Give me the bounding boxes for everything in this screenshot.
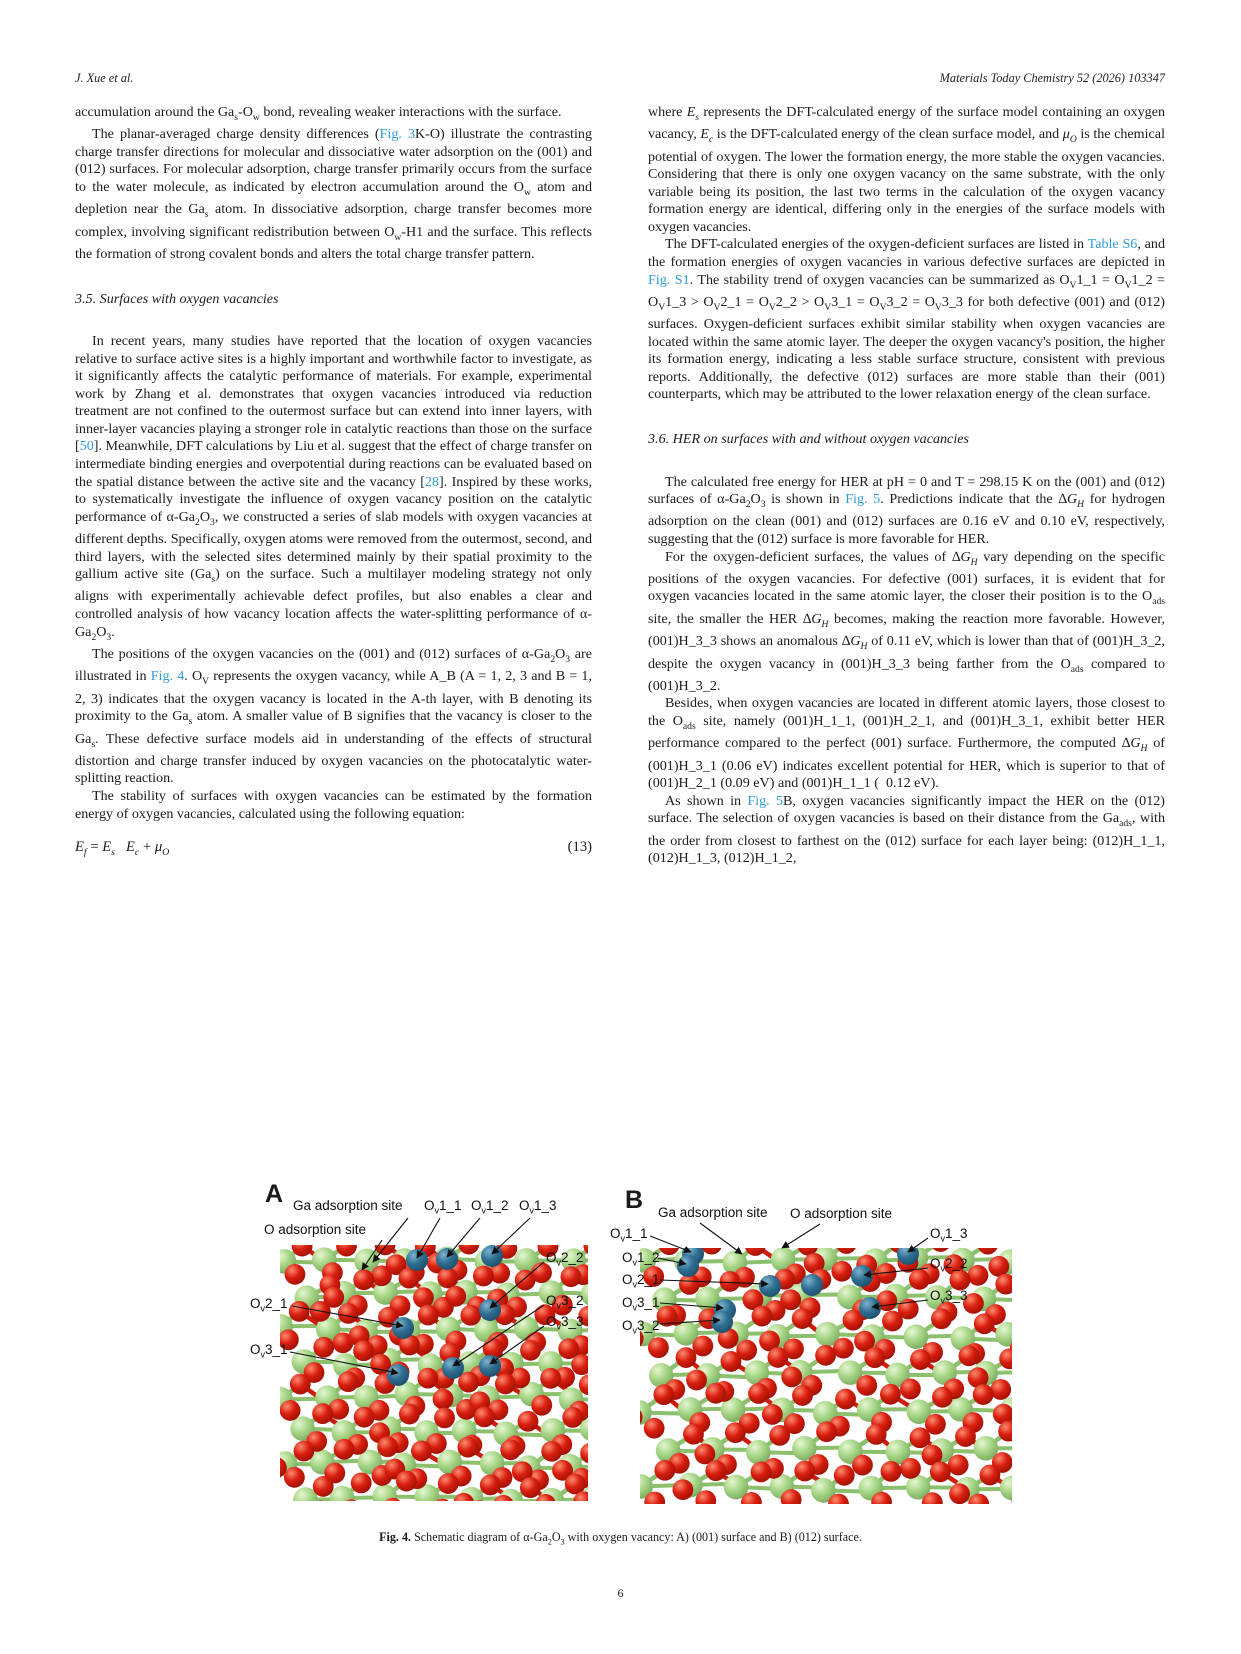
- running-head-journal: Materials Today Chemistry 52 (2026) 103347: [939, 71, 1165, 85]
- figure-annotation: $O_v2\_2$: [930, 1256, 968, 1274]
- figure-annotation: O adsorption site: [790, 1206, 893, 1221]
- reference-link[interactable]: Fig. 5: [747, 792, 784, 809]
- equation-13: [75, 839, 592, 861]
- paragraph: The planar-averaged charge density differences (Fig. 3K-O) illustrate the contrasting charge transfer directions for molecular and dissociative water adsorption on the (001) and (012) surfaces. For molecular adsorption, charge transfer primarily occurs from the surface to the water molecule, as indicated by electron accumulation around the $O_w$ atom and depletion near the $Ga_s$ atom. In dissociative adsorption, charge transfer becomes more complex, involving significant redistribution between $O_w-H1$ and the surface. This reflects the formation of strong covalent bonds and alters the total charge transfer pattern.: [75, 126, 592, 263]
- reference-link[interactable]: Fig. 3: [379, 126, 415, 143]
- equation-number: (13): [567, 839, 592, 856]
- reference-link[interactable]: Table S6: [1087, 236, 1138, 253]
- panel-b-label: B: [625, 1186, 644, 1214]
- equation-body: $E_f = E_s$ $E_c + \mu_O$: [75, 839, 170, 858]
- paragraph: Besides, when oxygen vacancies are located in different atomic layers, those closest to the $O_{ads}$ site, namely (001)H_1_1, (001)H_2_1, and (001)H_3_1, exhibit better HER performance compared to the perfect (001) surface. Furthermore, the computed $\Delta G_H$ of (001)H_3_1 (0.06 eV) indicates excellent potential for HER, which is superior to that of (001)H_2_1 (0.09 eV) and (001)H_1_1 ( 0.12 eV).: [648, 695, 1165, 792]
- section-heading-3-5: 3.5. Surfaces with oxygen vacancies: [75, 290, 279, 307]
- reference-link[interactable]: Fig. 5: [845, 491, 881, 508]
- panel-a-label: A: [265, 1180, 284, 1208]
- reference-link[interactable]: 28: [424, 473, 439, 490]
- paragraph: accumulation around the $Ga_s-O_w$ bond, revealing weaker interactions with the surface.: [75, 104, 562, 123]
- figure-annotation: $O_v1\_1$: [610, 1226, 648, 1244]
- figure-annotation: $O_v1\_1$: [424, 1198, 462, 1216]
- running-head-author: J. Xue et al.: [75, 71, 134, 85]
- figure-annotation: $O_v3\_1$: [622, 1295, 660, 1313]
- paragraph: For the oxygen-deficient surfaces, the values of $\Delta G_H$ vary depending on the specific positions of the oxygen vacancies. For defective (001) surfaces, it is evident that for oxygen vacancies located in the same atomic layer, the closer their position is to the $O_{ads}$ site, the smaller the HER $\Delta G_H$ becomes, making the reaction more favorable. However, (001)H_3_3 shows an anomalous $\Delta G_H$ of 0.11 eV, which is lower than that of (001)H_3_2, despite the oxygen vacancy in (001)H_3_3 being farther from the $O_{ads}$ compared to (001)H_3_2.: [648, 548, 1165, 694]
- reference-link[interactable]: 50: [79, 438, 94, 455]
- figure-annotation: $O_v3\_3$: [930, 1288, 968, 1306]
- figure-annotation: $O_v3\_2$: [622, 1318, 660, 1336]
- right-column: [648, 104, 1165, 868]
- section-heading-3-6: 3.6. HER on surfaces with and without oxygen vacancies: [648, 431, 969, 447]
- reference-link[interactable]: Fig. S1: [648, 271, 690, 288]
- figure-annotation: $O_v3\_3$: [546, 1314, 584, 1332]
- paragraph: The calculated free energy for HER at pH = 0 and T = 298.15 K on the (001) and (012) surfaces of $\alpha-Ga_2O_3$ is shown in Fig. 5. Predictions indicate that the $\Delta G_H$ for hydrogen adsorption on the clean (001) and (012) surfaces are 0.16 eV and 0.10 eV, respectively, suggesting that the (012) surface is more favorable for HER.: [648, 473, 1166, 547]
- paragraph: The DFT-calculated energies of the oxygen-deficient surfaces are listed in Table S6, and the formation energies of oxygen vacancies in various defective surfaces are depicted in Fig. S1. The stability trend of oxygen vacancies can be summarized as $O_V1\_1$ = $O_V1\_2$ = $O_V1\_3$ > $O_V2\_1$ = $O_V2\_2$ > $O_V3\_1$ = $O_V3\_2$ = $O_V3\_3$ for both defective (001) and (012) surfaces. Oxygen-deficient surfaces exhibit similar stability when oxygen vacancies are located within the same atomic layer. The deeper the oxygen vacancy's position, the higher its formation energy, indicating a less stable surface structure, consistent with previous reports. Additionally, the defective (012) surfaces are more stable than their (001) counterparts, which may be attributed to the lower relaxation energy of the clean surface.: [648, 236, 1165, 403]
- figure-annotation: $O_v1\_2$: [622, 1250, 660, 1268]
- left-column: [75, 104, 592, 862]
- paragraph: In recent years, many studies have reported that the location of oxygen vacancies relative to surface active sites is a highly important and worthwhile factor to investigate, as it significantly affects the catalytic performance of materials. For example, experimental work by Zhang et al. demonstrates that oxygen vacancies introduced via reduction treatment are not confined to the outermost surface but can extend into inner layers, with inner-layer vacancies playing a stronger role in catalytic reactions than those on the surface [50]. Meanwhile, DFT calculations by Liu et al. suggest that the effect of charge transfer on intermediate binding energies and overpotential during reactions can be evaluated based on the spatial distance between the active site and the vacancy [28]. Inspired by these works, to systematically investigate the influence of oxygen vacancy position on the catalytic performance of $\alpha-Ga_2O_3$, we constructed a series of slab models with oxygen vacancies at different depths. Specifically, oxygen atoms were removed from the outermost, second, and third layers, with the selected sites determined mainly by their spatial proximity to the gallium active site $(Ga_s)$ on the surface. Such a multilayer modeling strategy not only aligns with experimentally achievable defect profiles, but also enables a clear and controlled analysis of how vacancy location affects the water-splitting performance of $\alpha-Ga_2O_3$.: [75, 333, 592, 643]
- figure-annotation: $O_v1\_3$: [930, 1226, 968, 1244]
- paragraph: As shown in Fig. 5B, oxygen vacancies significantly impact the HER on the (012) surface. The selection of oxygen vacancies is based on their distance from the $Ga_{ads}$, with the order from closest to farthest on the (012) surface for each layer being: (012)H_1_1, (012)H_1_3, (012)H_1_2,: [648, 792, 1165, 867]
- figure-annotation: $O_v2\_1$: [250, 1296, 288, 1314]
- figure-annotation: $O_v3\_2$: [546, 1293, 584, 1311]
- paragraph: The positions of the oxygen vacancies on the (001) and (012) surfaces of $\alpha-Ga_2O_3$ are illustrated in Fig. 4. $O_V$ represents the oxygen vacancy, while A_B (A = 1, 2, 3 and B = 1, 2, 3) indicates that the oxygen vacancy is located in the A-th layer, with B denoting its proximity to the $Ga_s$ atom. A smaller value of B signifies that the vacancy is closer to the $Ga_s$. These defective surface models aid in understanding of the effects of structural distortion and charge transfer induced by oxygen vacancies on the photocatalytic water-splitting reaction.: [75, 645, 593, 787]
- figure-caption: Fig. 4. Schematic diagram of $\alpha-Ga_2O_3$ with oxygen vacancy: A) (001) surface and B) (012) surface.: [379, 1530, 862, 1547]
- reference-link[interactable]: Fig. 4: [150, 668, 185, 685]
- paragraph: The stability of surfaces with oxygen vacancies can be estimated by the formation energy of oxygen vacancies, calculated using the following equation:: [75, 787, 592, 822]
- figure-annotation: Ga adsorption site: [658, 1205, 768, 1220]
- figure-annotation: Ga adsorption site: [293, 1198, 403, 1213]
- figure-annotation: $O_v1\_2$: [471, 1198, 509, 1216]
- figure-annotation: $O_v3\_1$: [250, 1342, 288, 1360]
- page-number: 6: [617, 1586, 624, 1600]
- figure-annotation: $O_v2\_1$: [622, 1272, 660, 1290]
- figure-annotation: $O_v1\_3$: [519, 1198, 557, 1216]
- figure-annotation: $O_v2\_2$: [546, 1250, 584, 1268]
- paragraph: where $E_s$ represents the DFT-calculated energy of the surface model containing an oxygen vacancy, $E_c$ is the DFT-calculated energy of the clean surface model, and $\mu_O$ is the chemical potential of oxygen. The lower the formation energy, the more stable the oxygen vacancies. Considering that there is only one oxygen vacancy on the same substrate, with the only variable being its position, the last two terms in the calculation of the oxygen vacancy formation energy are identical, differing only in the energies of the surface models with oxygen vacancies.: [648, 104, 1166, 235]
- figure-annotation: O adsorption site: [264, 1222, 367, 1237]
- figure-4: [250, 1178, 1025, 1510]
